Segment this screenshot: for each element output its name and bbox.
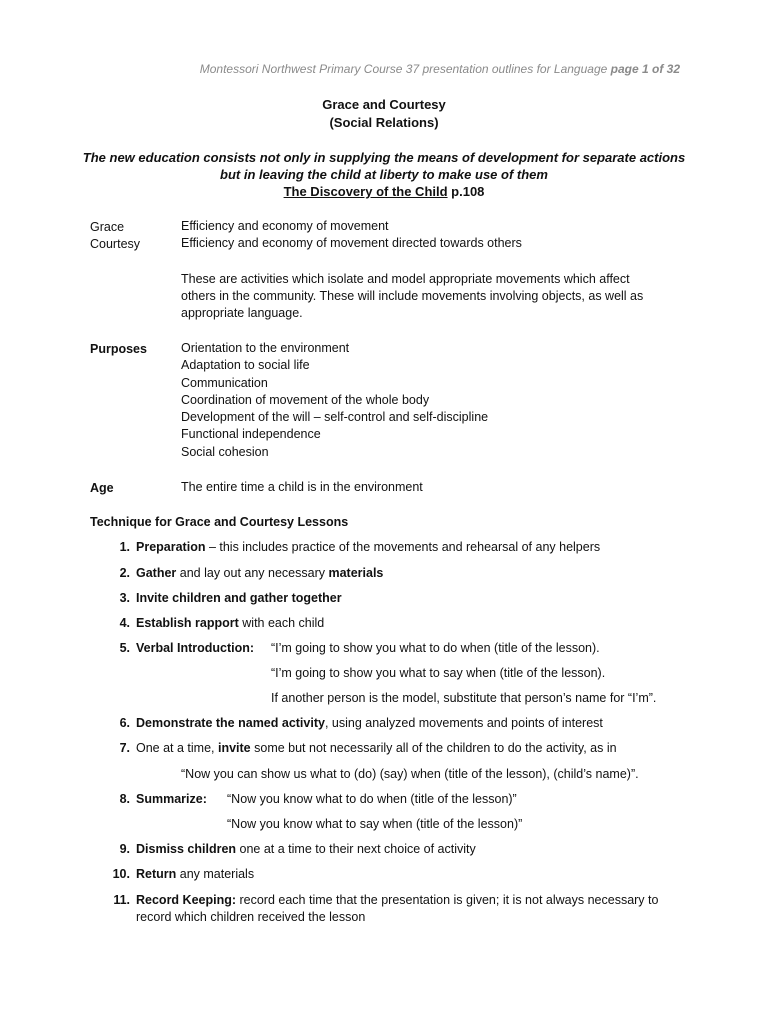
step-text: , using analyzed movements and points of interest <box>324 716 603 730</box>
purpose-item: Social cohesion <box>181 444 269 459</box>
step-11 <box>136 893 658 907</box>
step-5-line-1: “I’m going to show you what to do when (title of the lesson). <box>271 641 600 655</box>
step-number: 9. <box>119 842 130 856</box>
step-4 <box>136 616 324 630</box>
step-number: 4. <box>119 616 130 630</box>
courtesy-value: Efficiency and economy of movement directed towards others <box>181 236 522 250</box>
step-5-line-2: “I’m going to show you what to say when (title of the lesson). <box>271 666 606 680</box>
step-keyword: materials <box>328 566 384 580</box>
step-text: one at a time to their next choice of activity <box>236 842 476 856</box>
step-number: 10. <box>112 867 130 881</box>
document-subtitle: (Social Relations) <box>329 115 439 130</box>
step-number: 7. <box>119 741 130 755</box>
step-text: One at a time, <box>136 741 218 755</box>
step-number: 8. <box>119 792 130 806</box>
step-10 <box>136 867 254 881</box>
step-text: with each child <box>238 616 325 630</box>
step-keyword: Verbal Introduction: <box>136 641 255 655</box>
step-keyword: Preparation <box>136 540 206 554</box>
purpose-item: Coordination of movement of the whole body <box>181 392 430 407</box>
step-number: 6. <box>119 716 130 730</box>
step-5-line-3: If another person is the model, substitute that person’s name for “I’m”. <box>271 691 657 705</box>
step-number: 3. <box>119 591 130 605</box>
step-number: 1. <box>119 540 130 554</box>
grace-value: Efficiency and economy of movement <box>181 219 389 233</box>
quote-line-2: but in leaving the child at liberty to make use of them <box>220 167 548 182</box>
purpose-item: Adaptation to social life <box>181 358 310 373</box>
age-value: The entire time a child is in the environment <box>181 480 423 494</box>
description-line-2: others in the community. These will include movements involving objects, as well as <box>181 289 644 303</box>
grace-label: Grace <box>90 220 125 234</box>
step-keyword: Demonstrate the named activity <box>136 716 325 730</box>
quote-line-1: The new education consists not only in supplying the means of development for separate actions <box>82 150 686 165</box>
step-keyword: Record Keeping: <box>136 893 237 907</box>
step-keyword: Gather <box>136 566 177 580</box>
step-text: some but not necessarily all of the children to do the activity, as in <box>250 741 617 755</box>
step-1 <box>136 540 600 554</box>
step-keyword: Return <box>136 867 177 881</box>
purpose-item: Functional independence <box>181 427 321 442</box>
step-6 <box>136 716 603 730</box>
step-3 <box>136 591 342 605</box>
purpose-item: Orientation to the environment <box>181 341 350 355</box>
step-8-line-2: “Now you know what to say when (title of the lesson)” <box>227 817 523 831</box>
step-text: any materials <box>176 867 255 881</box>
page-number: page 1 of 32 <box>610 62 680 76</box>
step-number: 11. <box>113 893 130 907</box>
step-7-line-2: “Now you can show us what to (do) (say) when (title of the lesson), (child’s name)”. <box>181 767 639 781</box>
step-keyword: Invite children and gather together <box>136 591 342 605</box>
quote-source <box>0 184 768 199</box>
courtesy-label: Courtesy <box>90 237 141 251</box>
step-text: and lay out any necessary <box>176 566 329 580</box>
age-label: Age <box>90 481 114 495</box>
purposes-list <box>181 340 488 461</box>
description-line-3: appropriate language. <box>181 306 303 320</box>
step-text: record each time that the presentation is given; it is not always necessary to <box>236 893 659 907</box>
step-8 <box>136 792 207 806</box>
step-2 <box>136 566 383 580</box>
purpose-item: Communication <box>181 375 268 390</box>
step-number: 5. <box>119 641 130 655</box>
page-header <box>200 62 680 76</box>
quote-source-title: The Discovery of the Child <box>283 184 448 199</box>
header-text: Montessori Northwest Primary Course 37 presentation outlines for Language <box>199 62 608 76</box>
step-9 <box>136 842 476 856</box>
technique-heading: Technique for Grace and Courtesy Lessons <box>90 515 349 529</box>
step-keyword: invite <box>217 741 251 755</box>
description-line-1: These are activities which isolate and model appropriate movements which affect <box>181 272 630 286</box>
step-number: 2. <box>119 566 130 580</box>
step-8-line-1: “Now you know what to do when (title of the lesson)” <box>227 792 517 806</box>
purposes-label: Purposes <box>90 342 147 356</box>
step-7 <box>136 741 617 755</box>
quote-source-page: p.108 <box>447 184 485 199</box>
step-11-line-2: record which children received the lesson <box>136 910 366 924</box>
step-keyword: Establish rapport <box>136 616 239 630</box>
step-keyword: Dismiss children <box>136 842 237 856</box>
step-text: – this includes practice of the movements and rehearsal of any helpers <box>205 540 601 554</box>
step-keyword: Summarize: <box>136 792 207 806</box>
purpose-item: Development of the will – self-control and self-discipline <box>181 410 489 425</box>
step-5 <box>136 641 254 655</box>
document-title: Grace and Courtesy <box>322 97 446 112</box>
